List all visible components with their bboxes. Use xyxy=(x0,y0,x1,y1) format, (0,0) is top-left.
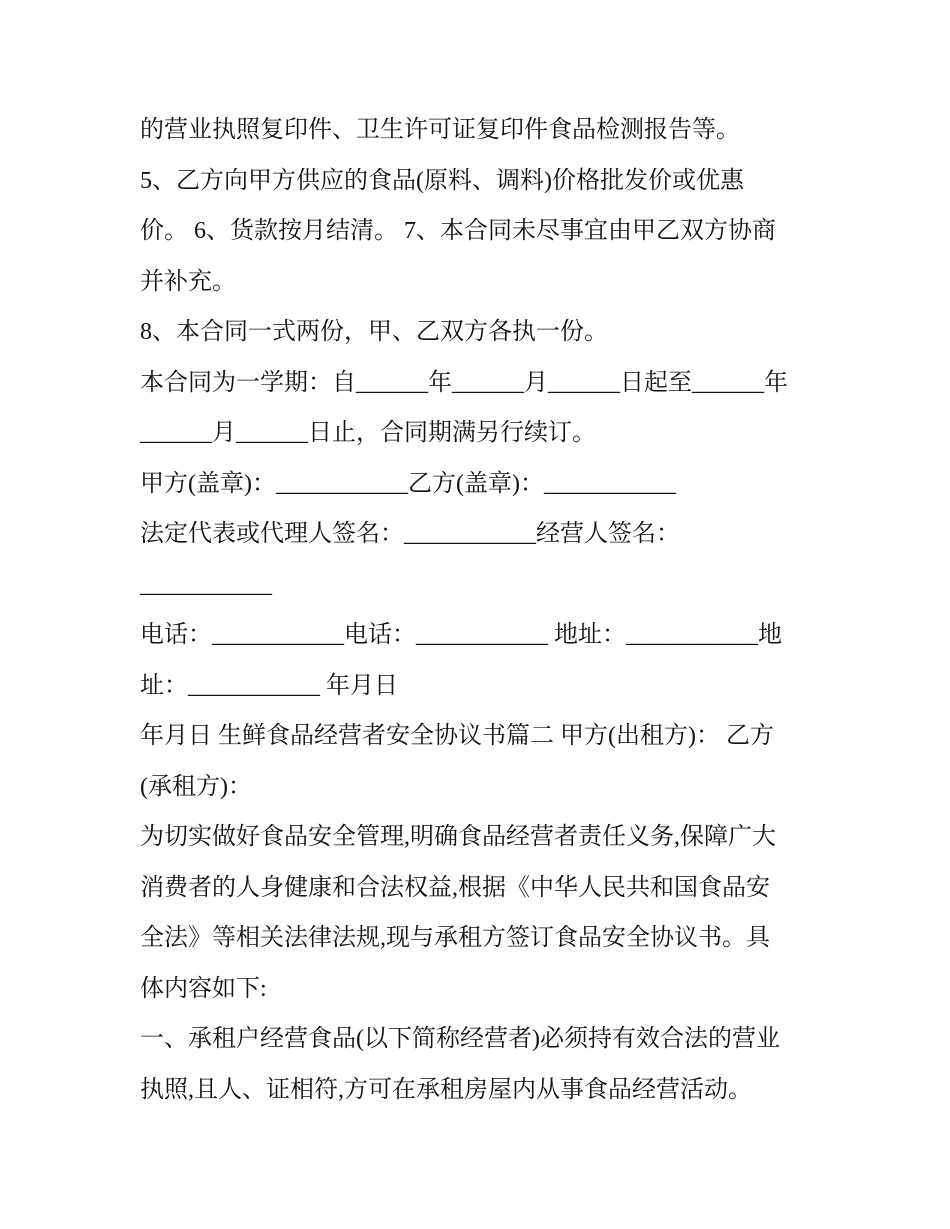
text-line: 体内容如下: xyxy=(140,975,267,1002)
text-line: 8、本合同一式两份，甲、乙双方各执一份。 xyxy=(140,319,608,345)
text-line: 消费者的人身健康和合法权益,根据《中华人民共和国食品安 xyxy=(140,874,770,901)
text-line: 一、承租户经营食品(以下简称经营者)必须持有效合法的营业 xyxy=(140,1026,780,1052)
text-line: 法定代表或代理人签名：___________经营人签名： xyxy=(140,521,680,547)
text-line: 5、乙方向甲方供应的食品(原料、调料)价格批发价或优惠 xyxy=(140,167,744,194)
text-line: 价。 6、货款按月结清。 7、本合同未尽事宜由甲乙双方协商 xyxy=(140,218,776,244)
text-line: ______月______日止，合同期满另行续订。 xyxy=(140,420,596,446)
text-line: 址：___________ 年月日 xyxy=(140,672,398,699)
text-line: (承租方)： xyxy=(140,773,252,800)
text-line: 甲方(盖章)：___________乙方(盖章)：___________ xyxy=(140,470,676,497)
text-line: 年月日 生鲜食品经营者安全协议书篇二 甲方(出租方)： 乙方 xyxy=(140,723,774,749)
text-line: 全法》等相关法律法规,现与承租方签订食品安全协议书。具 xyxy=(140,925,770,951)
text-line: 电话：___________电话：___________ 地址：___________地 xyxy=(140,622,782,648)
text-line: 的营业执照复印件、卫生许可证复印件食品检测报告等。 xyxy=(140,117,740,143)
text-line: 为切实做好食品安全管理,明确食品经营者责任义务,保障广大 xyxy=(140,824,776,850)
document-page xyxy=(140,105,820,1115)
text-line: 并补充。 xyxy=(140,268,236,295)
text-line: 执照,且人、证相符,方可在承租房屋内从事食品经营活动。 xyxy=(140,1076,752,1103)
signature-blank-line: ___________ xyxy=(140,571,272,598)
text-line: 本合同为一学期：自______年______月______日起至______年 xyxy=(140,369,788,396)
